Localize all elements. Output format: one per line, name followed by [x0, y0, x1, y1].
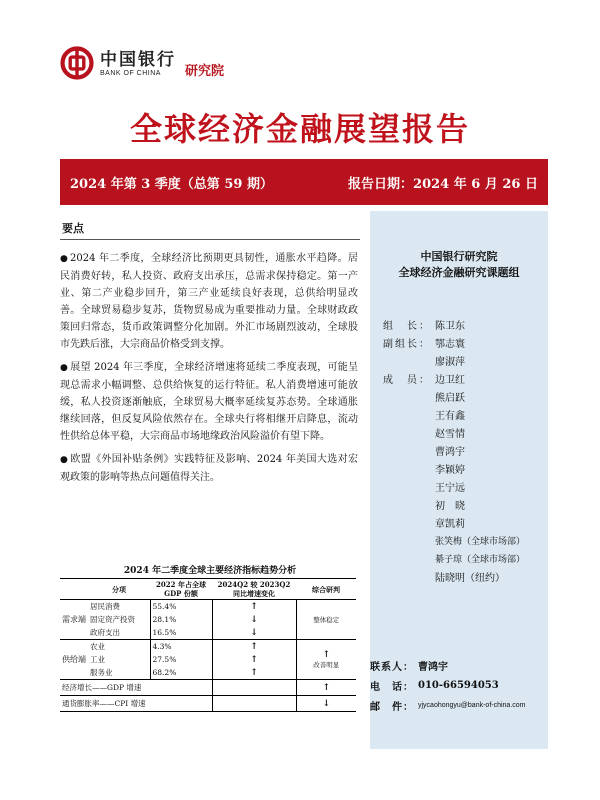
issue-bar: [60, 159, 548, 205]
member-list: [383, 315, 525, 585]
bullet-icon: ●: [60, 254, 68, 264]
list-item: 章凯莉: [435, 518, 465, 530]
key-point-paragraph: ● 2024 年二季度，全球经济比预期更具韧性，通胀水平趋降。居民消费好转，私人投资、政府支出承压，总需求保持稳定。第一产业、第二产业稳步回升，第三产业延续良好表现，总供给明显改善。全球贸易稳步复苏，货物贸易成为重要推动力量。全球财政政策回归常态，货币政策调整分化加剧。外汇市场剧烈波动，全球股市先跌后涨，大宗商品价格受到支撑。: [60, 253, 358, 350]
header-change: 2024Q2 较 2023Q2 同比增速变化: [212, 579, 296, 600]
report-date: 报告日期：2024 年 6 月 26 日: [348, 176, 538, 192]
table-row: 服务业 68.2% ↑: [60, 666, 356, 680]
email-link[interactable]: yjycaohongyu@bank-of-china.com: [418, 701, 526, 709]
trend-arrow-icon: ↓: [296, 696, 356, 712]
team-sidebar: [370, 211, 548, 749]
table-row: 固定资产投资 28.1% ↓: [60, 613, 356, 626]
list-item: 曹鸿宇: [435, 446, 465, 458]
list-item: 副组长： 鄂志寰: [383, 338, 465, 350]
institute-label: 研究院: [185, 64, 225, 79]
team-title: 中国银行研究院 全球经济金融研究课题组: [398, 250, 520, 279]
bank-name-en: BANK OF CHINA: [100, 69, 161, 77]
table-title: 2024 年二季度全球主要经济指标趋势分析: [123, 566, 297, 576]
list-item: 李颖婷: [435, 464, 465, 476]
list-item: 初 晓: [435, 500, 465, 512]
header-item: 分项: [88, 579, 150, 600]
demand-category: 需求端: [60, 600, 88, 640]
header-summary: 综合研判: [296, 579, 356, 600]
list-item: 廖淑萍: [435, 356, 465, 368]
report-title: 全球经济金融展望报告: [129, 110, 470, 148]
key-point-paragraph: ● 展望 2024 年三季度，全球经济增速将延续二季度表现，可能呈现总需求小幅调整、总供给恢复的运行特征。私人消费增速可能放缓，私人投资逐渐触底，全球贸易大概率延续复苏态势。全球通胀继续回落，但反复风险依然存在。全球央行将相继开启降息，流动性供给总体平稳，大宗商品市场地缘政治风险溢价有望下降。: [60, 362, 358, 442]
key-point-paragraph: ● 欧盟《外国补贴条例》实践特征及影响、2024 年美国大选对宏观政策的影响等热点问题值得关注。: [60, 454, 358, 483]
list-item: 王有鑫: [435, 410, 465, 422]
trend-arrow-icon: ↑: [322, 650, 331, 660]
table-row: 政府支出 16.5% ↓: [60, 626, 356, 640]
issue-number: 2024 年第 3 季度（总第 59 期）: [70, 176, 273, 192]
table-row: 通货膨胀率——CPI 增速 ↓: [60, 696, 356, 712]
trend-arrow-icon: ↑: [212, 653, 296, 666]
table-row: 经济增长——GDP 增速 ↑: [60, 680, 356, 696]
list-item: 陆晓明（纽约）: [435, 572, 505, 584]
list-item: 赵雪情: [435, 428, 465, 440]
bank-of-china-emblem-icon: [60, 46, 94, 80]
table-row: 供给端 农业 4.3% ↑ ↑ 改善明显: [60, 640, 356, 654]
contact-block: [370, 655, 526, 715]
list-item: 成 员： 边卫红: [383, 374, 465, 386]
header-gdp-share: 2022 年占全球 GDP 份额: [150, 579, 212, 600]
list-item: 组 长： 陈卫东: [383, 320, 465, 332]
supply-summary: ↑ 改善明显: [296, 640, 356, 680]
table-header-row: [60, 579, 356, 600]
trend-table: [60, 578, 356, 712]
contact-email: 邮 件： yjycaohongyu@bank-of-china.com: [370, 701, 526, 713]
list-item: 綦子琼（全球市场部）: [435, 554, 526, 565]
contact-phone: 电 话： 010-66594053: [370, 679, 499, 693]
bank-logo: [60, 46, 176, 80]
trend-arrow-icon: ↑: [212, 600, 296, 614]
trend-arrow-icon: ↓: [212, 626, 296, 640]
bullet-icon: ●: [60, 363, 68, 373]
list-item: 王宁远: [435, 482, 465, 494]
trend-arrow-icon: ↓: [212, 613, 296, 626]
list-item: 熊启跃: [435, 392, 465, 404]
table-row: 工业 27.5% ↑: [60, 653, 356, 666]
bank-name-cn: 中国银行: [100, 49, 176, 70]
table-row: 需求端 居民消费 55.4% ↑ 整体稳定: [60, 600, 356, 614]
list-item: 张笑梅（全球市场部）: [435, 536, 526, 547]
trend-arrow-icon: ↑: [212, 666, 296, 680]
supply-category: 供给端: [60, 640, 88, 680]
key-points-heading: 要点: [60, 218, 360, 240]
trend-arrow-icon: ↑: [296, 680, 356, 696]
bullet-icon: ●: [60, 455, 68, 465]
key-points-section: [60, 218, 360, 486]
demand-summary: 整体稳定: [296, 600, 356, 640]
trend-arrow-icon: ↑: [212, 640, 296, 654]
contact-person: 联系人： 曹鸿宇: [370, 661, 448, 673]
